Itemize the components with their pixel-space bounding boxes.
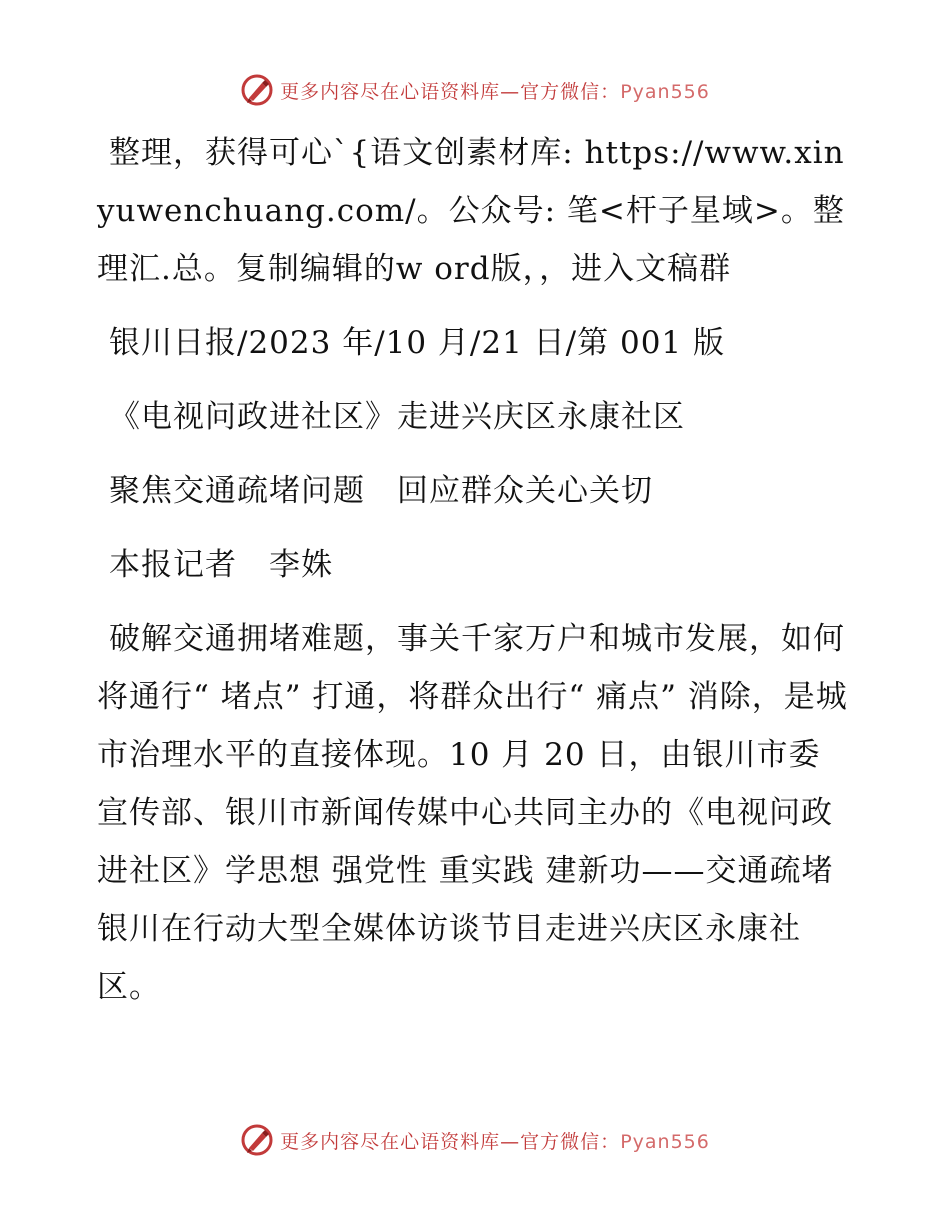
watermark-main: 更多内容尽在心语资料库 [280, 1130, 501, 1153]
watermark-main: 更多内容尽在心语资料库 [280, 80, 501, 103]
watermark-separator: — [500, 80, 521, 103]
intro-paragraph: 整理，获得可心`{语文创素材库: https://www.xinyuwenchuang.com/。公众号: 笔<杆子星域>。整理汇.总。复制编辑的w ord版，，进入文稿群 [97, 135, 845, 287]
watermark-wechat: 官方微信： [520, 1130, 621, 1153]
footer-watermark [0, 1120, 950, 1160]
document-body [97, 124, 849, 1032]
article-subtitle: 聚焦交通疏堵问题 回应群众关心关切 [109, 473, 653, 509]
watermark-id: Pyan556 [620, 1130, 710, 1153]
article-title: 《电视问政进社区》走进兴庆区永康社区 [109, 399, 685, 435]
watermark-separator: — [500, 1130, 521, 1153]
watermark-text [280, 77, 710, 104]
publication-line: 银川日报/2023 年/10 月/21 日/第 001 版 [109, 325, 726, 361]
watermark-text [280, 1127, 710, 1154]
pen-circle-logo-icon [240, 1123, 274, 1157]
body-paragraph: 破解交通拥堵难题，事关千家万户和城市发展，如何将通行“ 堵点” 打通，将群众出行“ 痛点” 消除，是城市治理水平的直接体现。10 月 20 日，由银川市委宣传部、银川市新闻传媒中心共同主办的《电视问政进社区》学思想 强党性 重实践 建新功——交通疏堵 银川在行动大型全媒体访谈节目走进兴庆区永康社区。 [97, 621, 848, 1005]
byline: 本报记者 李姝 [109, 547, 333, 583]
header-watermark [0, 70, 950, 110]
watermark-wechat: 官方微信： [520, 80, 621, 103]
pen-circle-logo-icon [240, 73, 274, 107]
watermark-id: Pyan556 [620, 80, 710, 103]
